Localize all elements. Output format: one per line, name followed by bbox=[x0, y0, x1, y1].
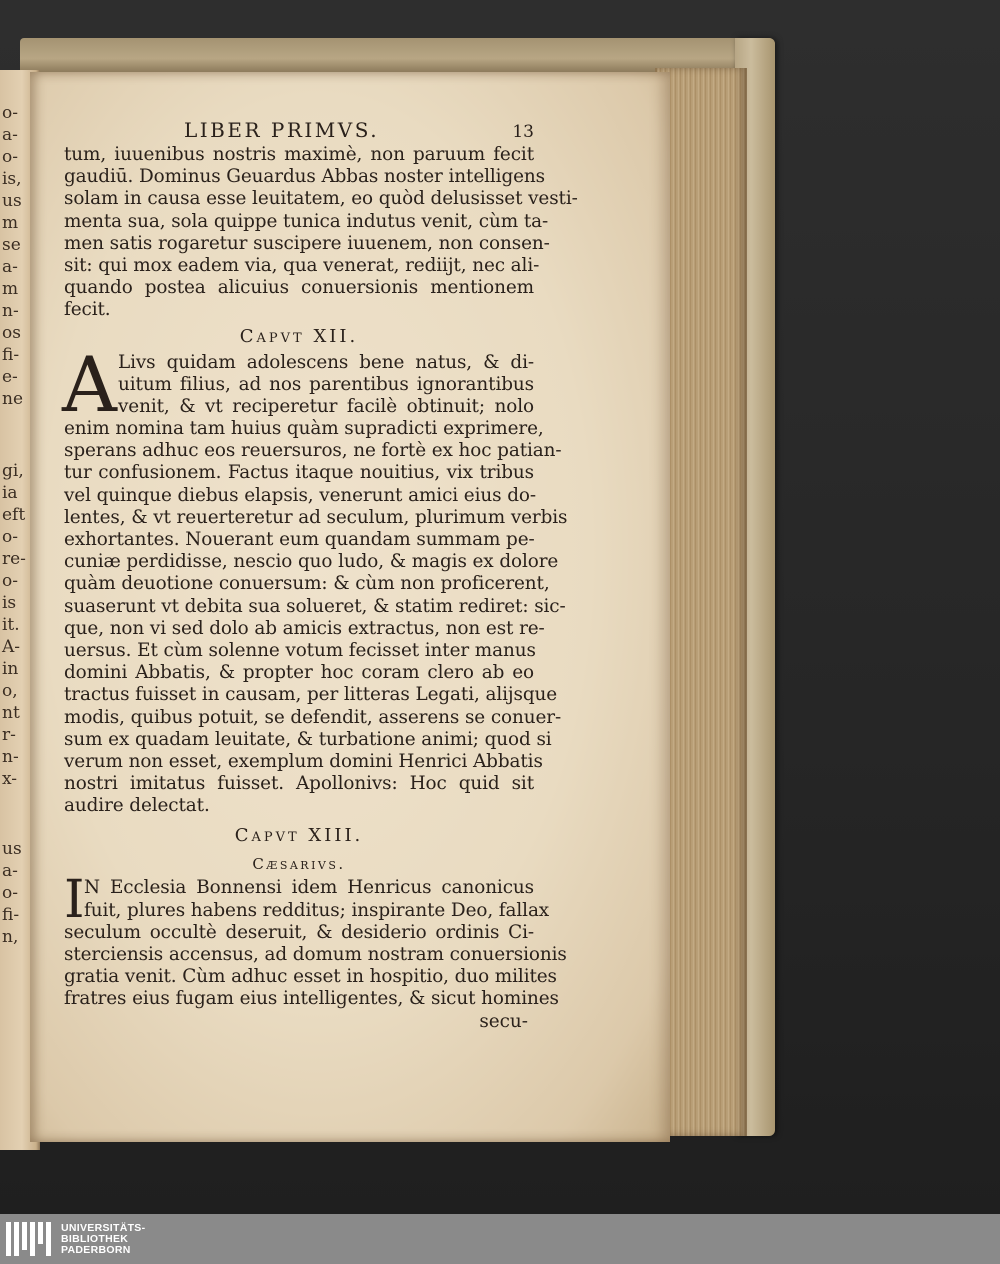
previous-page-text-fragment: m bbox=[2, 213, 19, 233]
catchword: secu- bbox=[479, 1010, 528, 1032]
text-line: lentes, & vt reuerteretur ad seculum, plurimum verbis bbox=[64, 506, 568, 528]
opening-paragraph bbox=[64, 144, 578, 322]
previous-page-text-fragment: o- bbox=[2, 103, 18, 123]
previous-page-text-fragment: o, bbox=[2, 681, 18, 701]
text-line: que, non vi sed dolo ab amicis extractus, non est re- bbox=[64, 617, 545, 639]
text-line: modis, quibus potuit, se defendit, asserens se conuer- bbox=[64, 706, 562, 728]
text-line: Livs quidam adolescens bene natus, & di- bbox=[118, 351, 534, 373]
library-logo-icon bbox=[6, 1222, 51, 1256]
text-line: domini Abbatis, & propter hoc coram clero ab eo bbox=[64, 662, 534, 684]
text-line: fratres eius fugam eius intelligentes, & sicut homines bbox=[64, 988, 559, 1010]
previous-page-text-fragment: se bbox=[2, 235, 21, 255]
text-line: fuit, plures habens redditus; inspirante Deo, fallax bbox=[84, 899, 550, 921]
previous-page-text-fragment: A- bbox=[2, 637, 21, 657]
previous-page-text-fragment: o- bbox=[2, 571, 18, 591]
chapter-12-heading: Capvt XII. bbox=[239, 325, 359, 347]
text-line: uersus. Et cùm solenne votum fecisset inter manus bbox=[64, 639, 536, 661]
text-line: solam in causa esse leuitatem, eo quòd delusisset vesti- bbox=[64, 188, 578, 210]
previous-page-text-fragment: is, bbox=[2, 169, 22, 189]
previous-page-text-fragment: fi- bbox=[2, 905, 20, 925]
previous-page-text-fragment: a- bbox=[2, 125, 18, 145]
previous-page-text-fragment: fi- bbox=[2, 345, 20, 365]
text-line: tum, iuuenibus nostris maximè, non paruum fecit bbox=[64, 144, 534, 165]
previous-page-text-fragment: n- bbox=[2, 747, 19, 767]
text-line: exhortantes. Nouerant eum quandam summam pe- bbox=[64, 529, 535, 550]
previous-page-text-fragment: is bbox=[2, 593, 17, 613]
drop-cap-initial: A bbox=[62, 339, 117, 429]
previous-page-text-fragment: n- bbox=[2, 301, 19, 321]
page-number: 13 bbox=[512, 122, 534, 142]
previous-page-text-fragment: r- bbox=[2, 725, 16, 745]
library-name-line: BIBLIOTHEK bbox=[61, 1232, 129, 1245]
text-line: N Ecclesia Bonnensi idem Henricus canonicus bbox=[84, 877, 534, 899]
library-name-line: PADERBORN bbox=[61, 1243, 131, 1256]
text-line: sum ex quadam leuitate, & turbatione animi; quod si bbox=[64, 728, 552, 750]
text-line: sit: qui mox eadem via, qua venerat, rediijt, nec ali- bbox=[64, 254, 540, 276]
text-line: sterciensis accensus, ad domum nostram conuersionis bbox=[64, 944, 567, 965]
text-line: uitum filius, ad nos parentibus ignorantibus bbox=[118, 373, 534, 395]
chapter-13-heading: Capvt XIII. bbox=[234, 825, 364, 847]
text-line: nostri imitatus fuisset. Apollonivs: Hoc quid sit bbox=[64, 773, 534, 795]
text-line: fecit. bbox=[64, 299, 111, 321]
library-footer bbox=[0, 1214, 1000, 1264]
previous-page-text-fragment: o- bbox=[2, 883, 18, 903]
chapter-12-body bbox=[62, 339, 568, 818]
text-line: venit, & vt reciperetur facilè obtinuit; nolo bbox=[118, 395, 534, 417]
text-line: quàm deuotione conuersum: & cùm non proficerent, bbox=[64, 573, 550, 595]
book-cover-top-edge bbox=[20, 38, 775, 72]
chapter-13-body bbox=[64, 870, 567, 1010]
text-line: cuniæ perdidisse, nescio quo ludo, & magis ex dolore bbox=[64, 551, 559, 573]
previous-page-text-fragment: re- bbox=[2, 549, 26, 569]
previous-page-text-fragment: ne bbox=[2, 389, 24, 409]
text-line: men satis rogaretur suscipere iuuenem, non consen- bbox=[64, 232, 550, 254]
previous-page-text-fragment: os bbox=[2, 323, 21, 343]
previous-page-text-fragment: a- bbox=[2, 861, 18, 881]
previous-page-text-fragment: n, bbox=[2, 927, 19, 947]
running-head bbox=[64, 118, 534, 144]
previous-page-text-fragment: ia bbox=[2, 483, 18, 503]
previous-page-text-fragment: gi, bbox=[2, 461, 24, 481]
text-line: suaserunt vt debita sua solueret, & statim rediret: sic- bbox=[64, 595, 566, 617]
previous-page-text-fragment: m bbox=[2, 279, 19, 299]
previous-page-text-fragment: x- bbox=[2, 769, 18, 789]
text-line: gratia venit. Cùm adhuc esset in hospitio, duo milites bbox=[64, 966, 557, 988]
previous-page-text-fragment: us bbox=[2, 839, 22, 859]
text-line: tur confusionem. Factus itaque nouitius, vix tribus bbox=[64, 462, 534, 484]
text-line: verum non esset, exemplum domini Henrici Abbatis bbox=[64, 750, 543, 772]
library-name bbox=[61, 1223, 145, 1256]
text-line: quando postea alicuius conuersionis mentionem bbox=[64, 277, 534, 299]
previous-page-text-fragment: o- bbox=[2, 527, 18, 547]
text-line: gaudiū. Dominus Geuardus Abbas noster intelligens bbox=[64, 166, 545, 188]
previous-page-text-fragment: in bbox=[2, 659, 19, 679]
text-line: menta sua, sola quippe tunica indutus venit, cùm ta- bbox=[64, 210, 549, 232]
text-line: seculum occultè deseruit, & desiderio ordinis Ci- bbox=[64, 921, 534, 943]
previous-page-text-fragment: a- bbox=[2, 257, 18, 277]
text-line: vel quinque diebus elapsis, venerunt amici eius do- bbox=[64, 484, 536, 506]
previous-page-text-fragment: us bbox=[2, 191, 22, 211]
page-text bbox=[62, 118, 578, 1033]
text-line: audire delectat. bbox=[64, 795, 210, 817]
speaker-name: Cæsarivs. bbox=[252, 855, 346, 874]
text-line: sperans adhuc eos reuersuros, ne fortè ex hoc patian- bbox=[64, 440, 562, 462]
text-line: tractus fuisset in causam, per litteras Legati, alijsque bbox=[64, 684, 558, 706]
drop-cap-initial: I bbox=[64, 870, 85, 931]
previous-page-text-fragment: eft bbox=[2, 505, 26, 525]
text-line: enim nomina tam huius quàm supradicti exprimere, bbox=[64, 418, 544, 440]
previous-page-text-fragment: e- bbox=[2, 367, 18, 387]
previous-page-text-fragment: it. bbox=[2, 615, 20, 635]
library-name-line: UNIVERSITÄTS- bbox=[61, 1221, 146, 1234]
previous-page-text-fragment: o- bbox=[2, 147, 18, 167]
running-head-title: LIBER PRIMVS. bbox=[184, 118, 380, 142]
previous-page-text-fragment: nt bbox=[2, 703, 20, 723]
